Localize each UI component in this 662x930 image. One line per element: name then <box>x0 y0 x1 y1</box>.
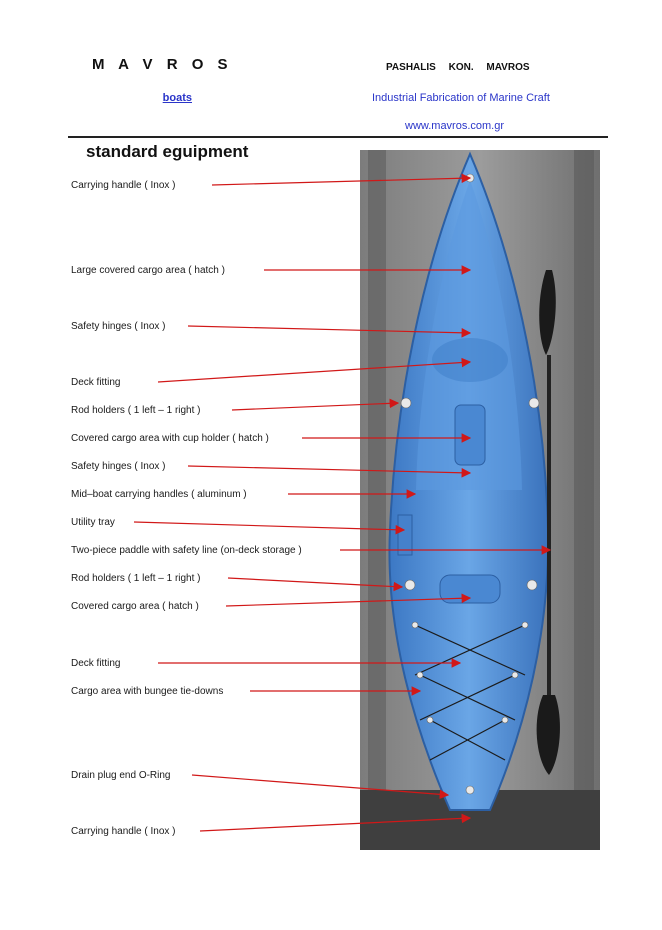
company-tagline: Industrial Fabrication of Marine Craft <box>372 92 550 104</box>
cockpit-recess <box>432 338 508 382</box>
callout-label: Cargo area with bungee tie-downs <box>71 686 224 697</box>
callout-label: Large covered cargo area ( hatch ) <box>71 265 225 276</box>
kayak-photo <box>360 150 600 850</box>
callout-label: Safety hinges ( Inox ) <box>71 321 166 332</box>
callout-label: Safety hinges ( Inox ) <box>71 461 166 472</box>
rear-hatch <box>440 575 500 603</box>
callout-label: Rod holders ( 1 left – 1 right ) <box>71 573 201 584</box>
boats-link[interactable]: boats <box>162 92 192 104</box>
callout-label: Two-piece paddle with safety line (on-deck storage ) <box>71 545 302 556</box>
callout-label: Utility tray <box>71 517 115 528</box>
brand-name: M A V R O S <box>92 56 233 73</box>
callout-label: Deck fitting <box>71 377 121 388</box>
callout-label: Drain plug end O-Ring <box>71 770 171 781</box>
header-divider <box>68 136 608 138</box>
wall-column-left <box>368 150 386 850</box>
company-name: PASHALIS KON. MAVROS <box>386 62 530 73</box>
callout-label: Carrying handle ( Inox ) <box>71 826 176 837</box>
wall-column-right <box>574 150 594 850</box>
website-link[interactable]: www.mavros.com.gr <box>405 120 505 132</box>
center-hatch <box>455 405 485 465</box>
callout-label: Mid–boat carrying handles ( aluminum ) <box>71 489 247 500</box>
callout-label: Rod holders ( 1 left – 1 right ) <box>71 405 201 416</box>
callout-label: Covered cargo area ( hatch ) <box>71 601 199 612</box>
section-title: standard eguipment <box>86 142 249 161</box>
callout-label: Deck fitting <box>71 658 121 669</box>
callout-label: Carrying handle ( Inox ) <box>71 180 176 191</box>
callout-label: Covered cargo area with cup holder ( hatch ) <box>71 433 269 444</box>
utility-tray <box>398 515 412 555</box>
